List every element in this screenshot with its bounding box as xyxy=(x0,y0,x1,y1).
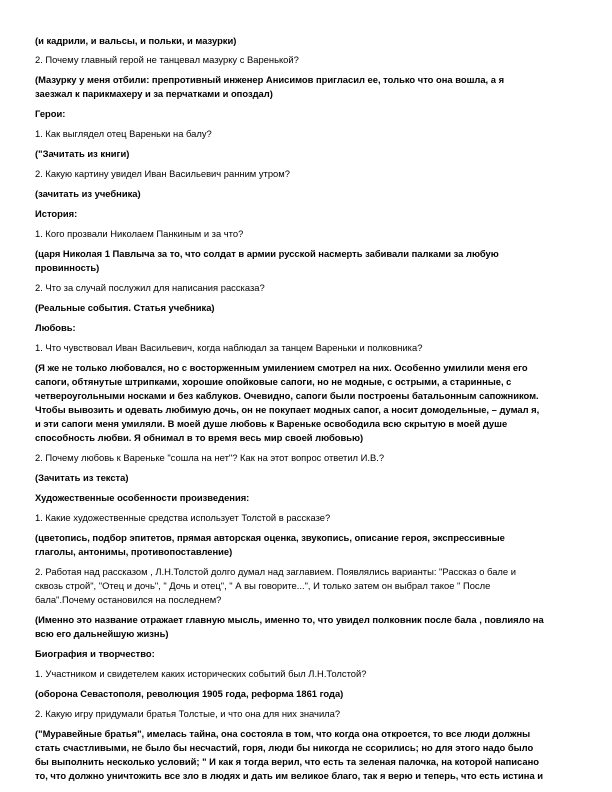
answer-text: (царя Николая 1 Павлыча за то, что солдат в армии русской насмерть забивали палками за любую xyxy=(35,248,499,259)
question-text: 2. Какую игру придумали братья Толстые, и что она для них значила? xyxy=(35,708,341,719)
question-text: 1. Что чувствовал Иван Васильевич, когда наблюдал за танцем Вареньки и полковника? xyxy=(35,342,423,353)
answer-text: (оборона Севастополя, революция 1905 года, реформа 1861 года) xyxy=(35,688,344,699)
answer-text: (и кадрили, и вальсы, и польки, и мазурки) xyxy=(35,35,237,46)
question-text: 1. Участником и свидетелем каких исторических событий был Л.Н.Толстой? xyxy=(35,668,367,679)
answer-text: Чтобы вывозить и одевать любимую дочь, он не покупает модных сапог, а носит домодельные, – думал я, xyxy=(35,404,540,415)
answer-text: провинность) xyxy=(35,262,100,273)
section-heading: Герои: xyxy=(35,108,66,119)
answer-text: (Реальные события. Статья учебника) xyxy=(35,302,215,313)
section-heading: Любовь: xyxy=(35,322,76,333)
document-page xyxy=(35,34,581,783)
answer-text: четвероугольными носками и без каблуков. Очевидно, сапоги были построены батальонным сапожником. xyxy=(35,390,539,401)
answer-text: бы выполнить несколько условий; " И как я тогда верил, что есть та зеленая палочка, на которой написано xyxy=(35,756,539,767)
answer-text: (Именно это название отражает главную мысль, именно то, что увидел полковник после бала , повлияло на xyxy=(35,614,544,625)
question-text: 2. Что за случай послужил для написания рассказа? xyxy=(35,282,265,293)
answer-text: то, что должно уничтожить все зло в людях и дать им великое благо, так я верю и теперь, что есть истина и xyxy=(35,770,544,781)
question-text: 1. Как выглядел отец Вареньки на балу? xyxy=(35,128,212,139)
section-heading: Биография и творчество: xyxy=(35,648,155,659)
answer-text: всю его дальнейшую жизнь) xyxy=(35,628,169,639)
answer-text: (Я же не только любовался, но с восторженным умилением смотрел на них. Особенно умилили меня его xyxy=(35,362,528,373)
question-text: 1. Какие художественные средства использует Толстой в рассказе? xyxy=(35,512,331,523)
question-text: бала".Почему остановился на последнем? xyxy=(35,594,222,605)
answer-text: заезжал к парикмахеру и за перчатками и опоздал) xyxy=(35,88,273,99)
answer-text: сапоги, обтянутые штрипками, хорошие опойковые сапоги, но не модные, с острыми, а старинные, с xyxy=(35,376,512,387)
question-text: 2. Почему главный герой не танцевал мазурку с Варенькой? xyxy=(35,54,299,65)
answer-text: (зачитать из учебника) xyxy=(35,188,141,199)
section-heading: Художественные особенности произведения: xyxy=(35,492,250,503)
answer-text: способность любви. Я обнимал в то время весь мир своей любовью) xyxy=(35,432,364,443)
answer-text: и эти сапоги меня умиляли. В моей душе любовь к Вареньке освободила всю скрытую в моей душе xyxy=(35,418,508,429)
answer-text: (цветопись, подбор эпитетов, прямая авторская оценка, звукопись, описание героя, экспрессивные xyxy=(35,532,505,543)
section-heading: История: xyxy=(35,208,78,219)
answer-text: (Мазурку у меня отбили: препротивный инженер Анисимов пригласил ее, только что она вошла, а я xyxy=(35,74,505,85)
answer-text: ("Муравейные братья", имелась тайна, она состояла в том, что когда она откроется, то все люди должны xyxy=(35,728,531,739)
question-text: 1. Кого прозвали Николаем Панкиным и за что? xyxy=(35,228,244,239)
answer-text: (Зачитать из текста) xyxy=(35,472,129,483)
question-text: 2. Какую картину увидел Иван Васильевич ранним утром? xyxy=(35,168,290,179)
answer-text: ("Зачитать из книги) xyxy=(35,148,130,159)
answer-text: стать счастливыми, не было бы несчастий, горя, люди бы никогда не ссорились; но для этого надо было xyxy=(35,742,534,753)
question-text: сквозь строй", "Отец и дочь", " Дочь и отец", " А вы говорите...", И только затем он выбрал такое " После xyxy=(35,580,491,591)
answer-text: глаголы, антонимы, противопоставление) xyxy=(35,546,233,557)
question-text: 2. Почему любовь к Вареньке "сошла на нет"? Как на этот вопрос ответил И.В.? xyxy=(35,452,385,463)
question-text: 2. Работая над рассказом , Л.Н.Толстой долго думал над заглавием. Появлялись варианты: "Рассказ о бале и xyxy=(35,566,516,577)
